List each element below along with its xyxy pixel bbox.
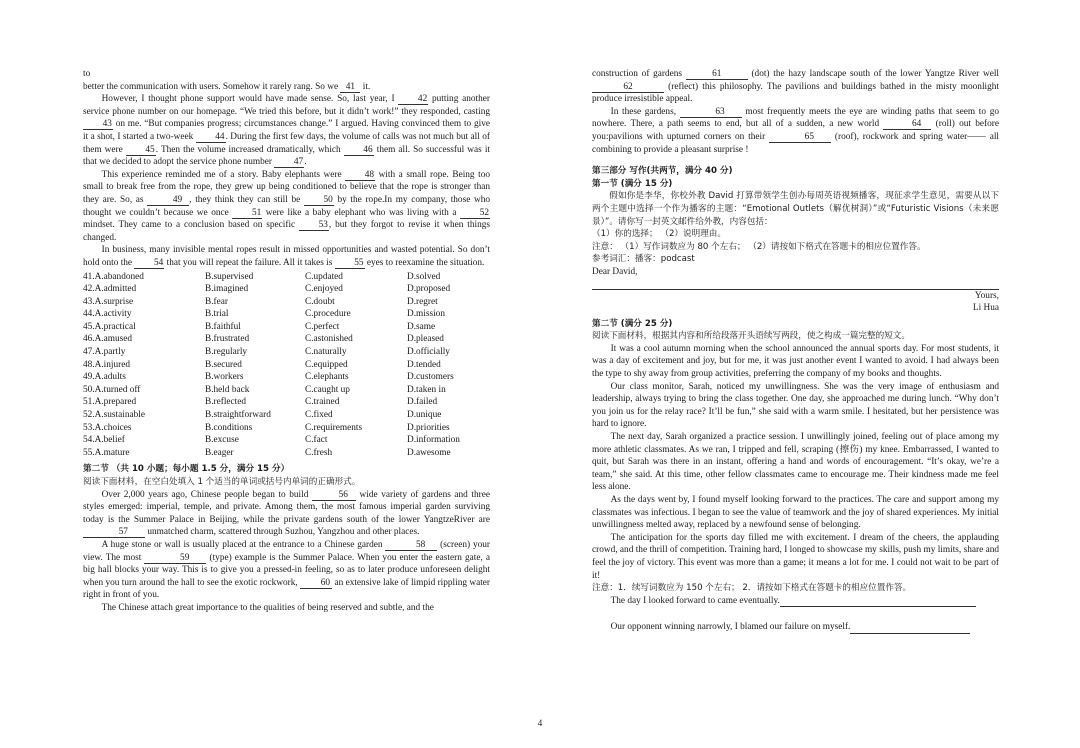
option-43-A[interactable]: 43.A.surprise <box>83 296 134 307</box>
right-column <box>592 68 999 634</box>
passage-line-to: to <box>83 69 91 79</box>
answer-line-1[interactable] <box>780 606 976 607</box>
blank-63[interactable]: 63 <box>680 107 742 118</box>
option-49-A[interactable]: 49.A.adults <box>83 372 126 383</box>
story-paragraph-2: Our class monitor, Sarah, noticed my unwillingness. She was the very image of enthusiasm and leadership, always trying to bring the class together. One day, she approached me during lunch. “Why don’t you join us for the relay race? It’ll be fun,” she said with a warm smile. I hesitated, but her persistence was hard to ignore. <box>592 381 999 430</box>
option-41-B[interactable]: B.supervised <box>205 271 254 282</box>
option-53-A[interactable]: 53.A.choices <box>83 422 132 433</box>
blank-57[interactable]: 57 <box>83 527 145 538</box>
blank-47[interactable]: 47 <box>274 157 304 168</box>
writing-section1-reference: 参考词汇：播客：podcast <box>592 254 695 265</box>
blank-42[interactable]: 42 <box>398 94 428 105</box>
writing-section2-heading: 第二节 (满分 25 分) <box>592 318 673 329</box>
option-42-D[interactable]: D.proposed <box>407 284 451 295</box>
option-46-B[interactable]: B.frustrated <box>205 334 250 345</box>
option-44-B[interactable]: B.trial <box>205 309 229 320</box>
passage-paragraph-0: better the communication with users. Somehow it rarely rang. So we 41 it. <box>83 81 371 92</box>
option-51-D[interactable]: D.failed <box>407 397 438 408</box>
options-table <box>83 271 490 460</box>
garden-paragraph-1: Over 2,000 years ago, Chinese people began to build 56 wide variety of gardens and three styles emerged: imperial, temple, and private. Among them, the most famous imperial garden surviving today is the Summer Palace in Beijing, while the private gardens south of the lower YangtzeRiver are 57 unmatched charm, scattered through Suzhou, Yangzhou and other places. <box>83 489 490 538</box>
continuation-prompt-1: The day I looked forward to came eventually. <box>592 595 999 608</box>
passage-paragraph-2: This experience reminded me of a story. Baby elephants were 48 with a small rope. Being too small to break free from the rope, they grew up being conditioned to believe that the rope is stronger than they are. So, as 49 , they think they can still be 50 by the rope.In my company, those who thought we couldn’t because we once 51 were like a baby elephant who was living with a 52 mindset. They came to a conclusion based on specific 53, but they forgot to revise it when things changed. <box>83 169 490 243</box>
blank-44[interactable]: 44 <box>196 132 226 143</box>
option-45-C[interactable]: C.perfect <box>305 321 340 332</box>
option-44-A[interactable]: 44.A.activity <box>83 309 132 320</box>
option-49-C[interactable]: C.elephants <box>305 372 349 383</box>
option-45-A[interactable]: 45.A.practical <box>83 321 136 332</box>
option-48-A[interactable]: 48.A.injured <box>83 359 130 370</box>
blank-54[interactable]: 54 <box>134 258 164 269</box>
option-46-D[interactable]: D.pleased <box>407 334 444 345</box>
writing-section1-note: 注意： （1）写作词数应为 80 个左右； （2）请按如下格式在答题卡的相应位置作答。 <box>592 241 926 252</box>
option-51-C[interactable]: C.trained <box>305 397 340 408</box>
option-44-C[interactable]: C.procedure <box>305 309 351 320</box>
blank-64[interactable]: 64 <box>883 119 931 130</box>
blank-59[interactable]: 59 <box>144 553 206 564</box>
option-53-B[interactable]: B.conditions <box>205 422 253 433</box>
blank-65[interactable]: 65 <box>769 132 831 143</box>
section2-heading: 第二节 （共 10 小题；每小题 1.5 分，满分 15 分） <box>83 464 290 475</box>
option-54-D[interactable]: D.information <box>407 435 460 446</box>
section2-instruction: 阅读下面材料，在空白处填入 1 个适当的单词或括号内单词的正确形式。 <box>83 477 361 487</box>
option-50-D[interactable]: D.taken in <box>407 384 446 395</box>
option-55-B[interactable]: B.eager <box>205 447 234 458</box>
option-41-C[interactable]: C.updated <box>305 271 343 282</box>
writing-section2-note: 注意：1．续写词数应为 150 个左右； 2．请按如下格式在答题卡的相应位置作答。 <box>592 583 912 594</box>
blank-56[interactable]: 56 <box>312 490 356 501</box>
option-53-C[interactable]: C.requirements <box>305 422 363 433</box>
garden-paragraph-3: The Chinese attach great importance to the qualities of being reserved and subtle, and the <box>101 602 434 613</box>
option-55-C[interactable]: C.fresh <box>305 447 333 458</box>
option-52-B[interactable]: B.straightforward <box>205 410 271 421</box>
option-54-C[interactable]: C.fact <box>305 435 328 446</box>
option-43-D[interactable]: D.regret <box>407 296 438 307</box>
story-paragraph-3: The next day, Sarah organized a practice session. I unwillingly joined, feeling out of place among my more athletic classmates. As we ran, I tripped and fell, scraping (擦伤) my knee. Embarrassed, I wanted to quit, but Sarah was there in an instant, offering a hand and words of encouragement. “It’s okay, we’re a team,” she said. At this time, other fellow classmates came to encourage me. Their kindness made me feel less alone. <box>592 432 999 493</box>
blank-52[interactable]: 52 <box>460 208 490 219</box>
blank-49[interactable]: 49 <box>147 195 189 206</box>
option-44-D[interactable]: D.mission <box>407 309 445 320</box>
writing-section1-task: 假如你是李华，你校外教 David 打算带领学生创办每周英语视频播客，现征求学生意见，需要从以下两个主题中选择一个作为播客的主题：“Emotional Outlets（解优树洞）”或“Futuristic Visions（未来愿景）”。请你写一封英文邮件给外教，内容包括： <box>592 191 999 227</box>
writing-section1-heading: 第一节 (满分 15 分) <box>592 178 673 189</box>
blank-60[interactable]: 60 <box>300 578 332 589</box>
blank-48[interactable]: 48 <box>345 170 375 181</box>
blank-53[interactable]: 53 <box>299 220 329 231</box>
option-50-B[interactable]: B.held back <box>205 384 250 395</box>
story-paragraph-4: As the days went by, I found myself looking forward to the practices. The care and support among my classmates was infectious. I began to see the value of teamwork and the joy of shared experiences. My initial unwillingness melted away, replaced by a newfound sense of belonging. <box>592 495 999 531</box>
option-52-C[interactable]: C.fixed <box>305 410 333 421</box>
option-49-B[interactable]: B.workers <box>205 372 244 383</box>
blank-50[interactable]: 50 <box>304 195 334 206</box>
letter-salutation: Dear David, <box>592 266 638 277</box>
option-49-D[interactable]: D.customers <box>407 372 454 383</box>
option-41-A[interactable]: 41.A.abandoned <box>83 271 144 282</box>
option-55-D[interactable]: D.awesome <box>407 447 451 458</box>
blank-61[interactable]: 61 <box>686 69 748 80</box>
blank-55[interactable]: 55 <box>335 258 365 269</box>
page-number: 4 <box>537 718 543 728</box>
option-50-C[interactable]: C.caught up <box>305 384 350 395</box>
continuation-prompt-2: Our opponent winning narrowly, I blamed our failure on myself. <box>592 621 999 634</box>
option-42-B[interactable]: B.imagined <box>205 284 249 295</box>
option-48-D[interactable]: D.tended <box>407 359 441 370</box>
option-47-B[interactable]: B.regularly <box>205 347 248 358</box>
passage-paragraph-1: However, I thought phone support would have made sense. So, last year, I 42 putting another service phone number on our homepage. “We tried this before, but it didn’t work!” they responded, casting 43 on me. “But companies progress; circumstances change.” I argued. Having convinced them to give it a shot, I started a two-week 44. During the first few days, the volume of calls was not much but all of them were 45. Then the volume increased dramatically, which 46 them all. So successful was it that we decided to adopt the service phone number 47. <box>83 94 490 168</box>
blank-45[interactable]: 45 <box>126 145 156 156</box>
garden-paragraph-3-cont: construction of gardens 61 (dot) the hazy landscape south of the lower Yangtze River well 62 (reflect) this philosophy. The pavilions and buildings bathed in the misty moonlight produce irresistible appeal. <box>592 69 999 105</box>
letter-closing: Yours, <box>974 290 999 301</box>
blank-43[interactable]: 43 <box>83 119 113 130</box>
option-43-B[interactable]: B.fear <box>205 296 228 307</box>
writing-section1-points: （1）你的选择； （2）说明理由。 <box>592 229 726 240</box>
option-42-A[interactable]: 42.A.admitted <box>83 284 137 295</box>
option-54-A[interactable]: 54.A.belief <box>83 435 125 446</box>
left-column <box>83 68 490 615</box>
passage-paragraph-3: In business, many invisible mental ropes result in missed opportunities and wasted potential. So don’t hold onto the 54 that you will repeat the failure. All it takes is 55 eyes to reexamine the situation. <box>83 245 490 268</box>
option-43-C[interactable]: C.doubt <box>305 296 335 307</box>
option-47-C[interactable]: C.naturally <box>305 347 347 358</box>
option-45-D[interactable]: D.same <box>407 321 436 332</box>
option-52-D[interactable]: D.unique <box>407 410 442 421</box>
story-paragraph-1: It was a cool autumn morning when the school announced the annual sports day. For most students, it was a day of excitement and joy, but for me, it was just another event I wanted to avoid. I had always been the type to shy away from group activities, preferring the company of my books and thoughts. <box>592 343 999 380</box>
answer-line[interactable] <box>592 281 999 290</box>
option-48-B[interactable]: B.secured <box>205 359 242 370</box>
writing-section2-instruction: 阅读下面材料，根据其内容和所给段落开头语续写两段，使之构成一篇完整的短文。 <box>592 331 910 342</box>
option-53-D[interactable]: D.priorities <box>407 422 450 433</box>
story-paragraph-5: The anticipation for the sports day filled me with excitement. I dream of the cheers, the applauding crowd, and the thrill of competition. Training hard, I longed to showcase my skills, push my limits, share and feel the joy of victory. This event was more than a game; it means a lot for me. I could not wait to be part of it! <box>592 532 999 581</box>
garden-paragraph-2: A huge stone or wall is usually placed at the entrance to a Chinese garden 58 (screen) your view. The most 59 (type) example is the Summer Palace. When you enter the eastern gate, a big hall blocks your way. This is to give you a pressed-in feeling, so as to later produce unforeseen delight when you turn around the hall to see the exotic rockwork, 60 an extensive lake of limpid rippling water right in front of you. <box>83 539 491 601</box>
blank-62[interactable]: 62 <box>592 82 664 93</box>
option-50-A[interactable]: 50.A.turned off <box>83 384 141 395</box>
blank-46[interactable]: 46 <box>344 145 374 156</box>
blank-41[interactable]: 41 <box>340 82 360 93</box>
option-47-A[interactable]: 47.A.partly <box>83 347 126 358</box>
option-42-C[interactable]: C.enjoyed <box>305 284 343 295</box>
option-51-A[interactable]: 51.A.prepared <box>83 397 137 408</box>
option-54-B[interactable]: B.excuse <box>205 435 239 446</box>
answer-line-2[interactable] <box>850 633 970 634</box>
garden-paragraph-4: In these gardens, 63 most frequently meets the eye are winding paths that seem to go nowhere. There, a path seems to end, but all of a sudden, a new world 64 (roll) out before you:pavilions with upturned corners on their 65 (roof), rockwork and spring water—— all combining to provide a pleasant surprise ! <box>592 106 1000 155</box>
option-46-A[interactable]: 46.A.amused <box>83 334 133 345</box>
option-51-B[interactable]: B.reflected <box>205 397 247 408</box>
blank-51[interactable]: 51 <box>232 208 262 219</box>
part3-heading: 第三部分 写作(共两节，满分 40 分) <box>592 166 733 177</box>
letter-signature: Li Hua <box>972 303 999 314</box>
option-45-B[interactable]: B.faithful <box>205 321 241 332</box>
option-52-A[interactable]: 52.A.sustainable <box>83 410 145 421</box>
option-47-D[interactable]: D.officially <box>407 347 450 358</box>
blank-58[interactable]: 58 <box>385 540 437 551</box>
option-46-C[interactable]: C.astonished <box>305 334 353 345</box>
option-55-A[interactable]: 55.A.mature <box>83 447 130 458</box>
option-41-D[interactable]: D.solved <box>407 271 441 282</box>
option-48-C[interactable]: C.equipped <box>305 359 348 370</box>
